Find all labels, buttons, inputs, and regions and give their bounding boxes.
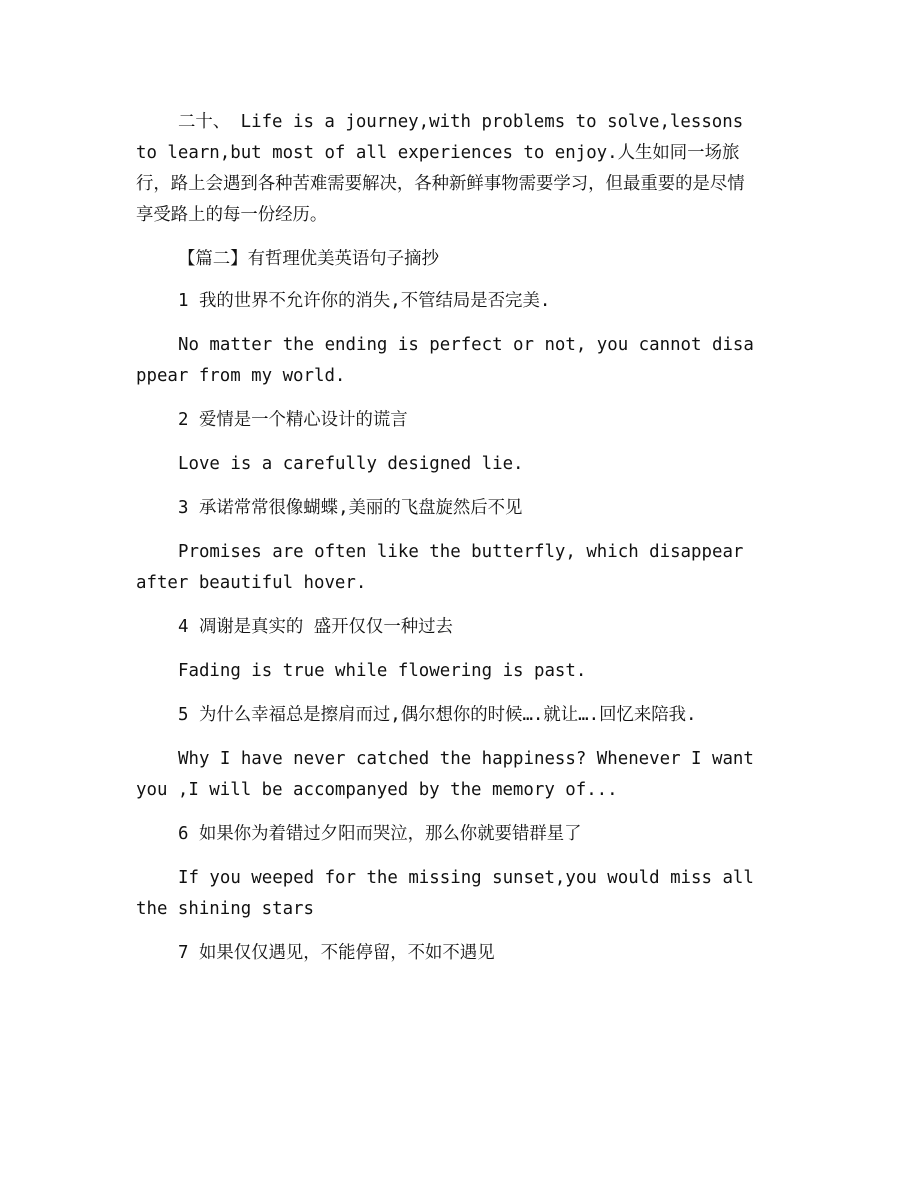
quote-2-chinese: 2 爱情是一个精心设计的谎言 xyxy=(178,410,408,430)
section-heading: 【篇二】有哲理优美英语句子摘抄 xyxy=(178,249,439,269)
quote-1-chinese: 1 我的世界不允许你的消失,不管结局是否完美. xyxy=(178,291,551,311)
quote-4-english: Fading is true while flowering is past. xyxy=(178,661,587,681)
quote-6-chinese: 6 如果你为着错过夕阳而哭泣，那么你就要错群星了 xyxy=(178,824,582,844)
document-body xyxy=(136,107,761,982)
quote-7-chinese: 7 如果仅仅遇见，不能停留，不如不遇见 xyxy=(178,943,495,963)
quote-5-english: Why I have never catched the happiness? Whenever I want you ,I will be accompanyed by the memory of... xyxy=(136,749,754,800)
quote-3-english: Promises are often like the butterfly, which disappear after beautiful hover. xyxy=(136,542,744,593)
quote-5-chinese: 5 为什么幸福总是擦肩而过,偶尔想你的时候….就让….回忆来陪我. xyxy=(178,705,697,725)
quote-1-english: No matter the ending is perfect or not, you cannot disappear from my world. xyxy=(136,335,754,386)
paragraph-life-journey: 二十、 Life is a journey,with problems to solve,lessons to learn,but most of all experiences to enjoy.人生如同一场旅行，路上会遇到各种苦难需要解决，各种新鲜事物需要学习，但最重要的是尽情享受路上的每一份经历。 xyxy=(136,112,745,225)
quote-4-chinese: 4 凋谢是真实的 盛开仅仅一种过去 xyxy=(178,617,453,637)
quote-2-english: Love is a carefully designed lie. xyxy=(178,454,524,474)
quote-6-english: If you weeped for the missing sunset,you would miss all the shining stars xyxy=(136,868,754,919)
quote-3-chinese: 3 承诺常常很像蝴蝶,美丽的飞盘旋然后不见 xyxy=(178,498,523,518)
